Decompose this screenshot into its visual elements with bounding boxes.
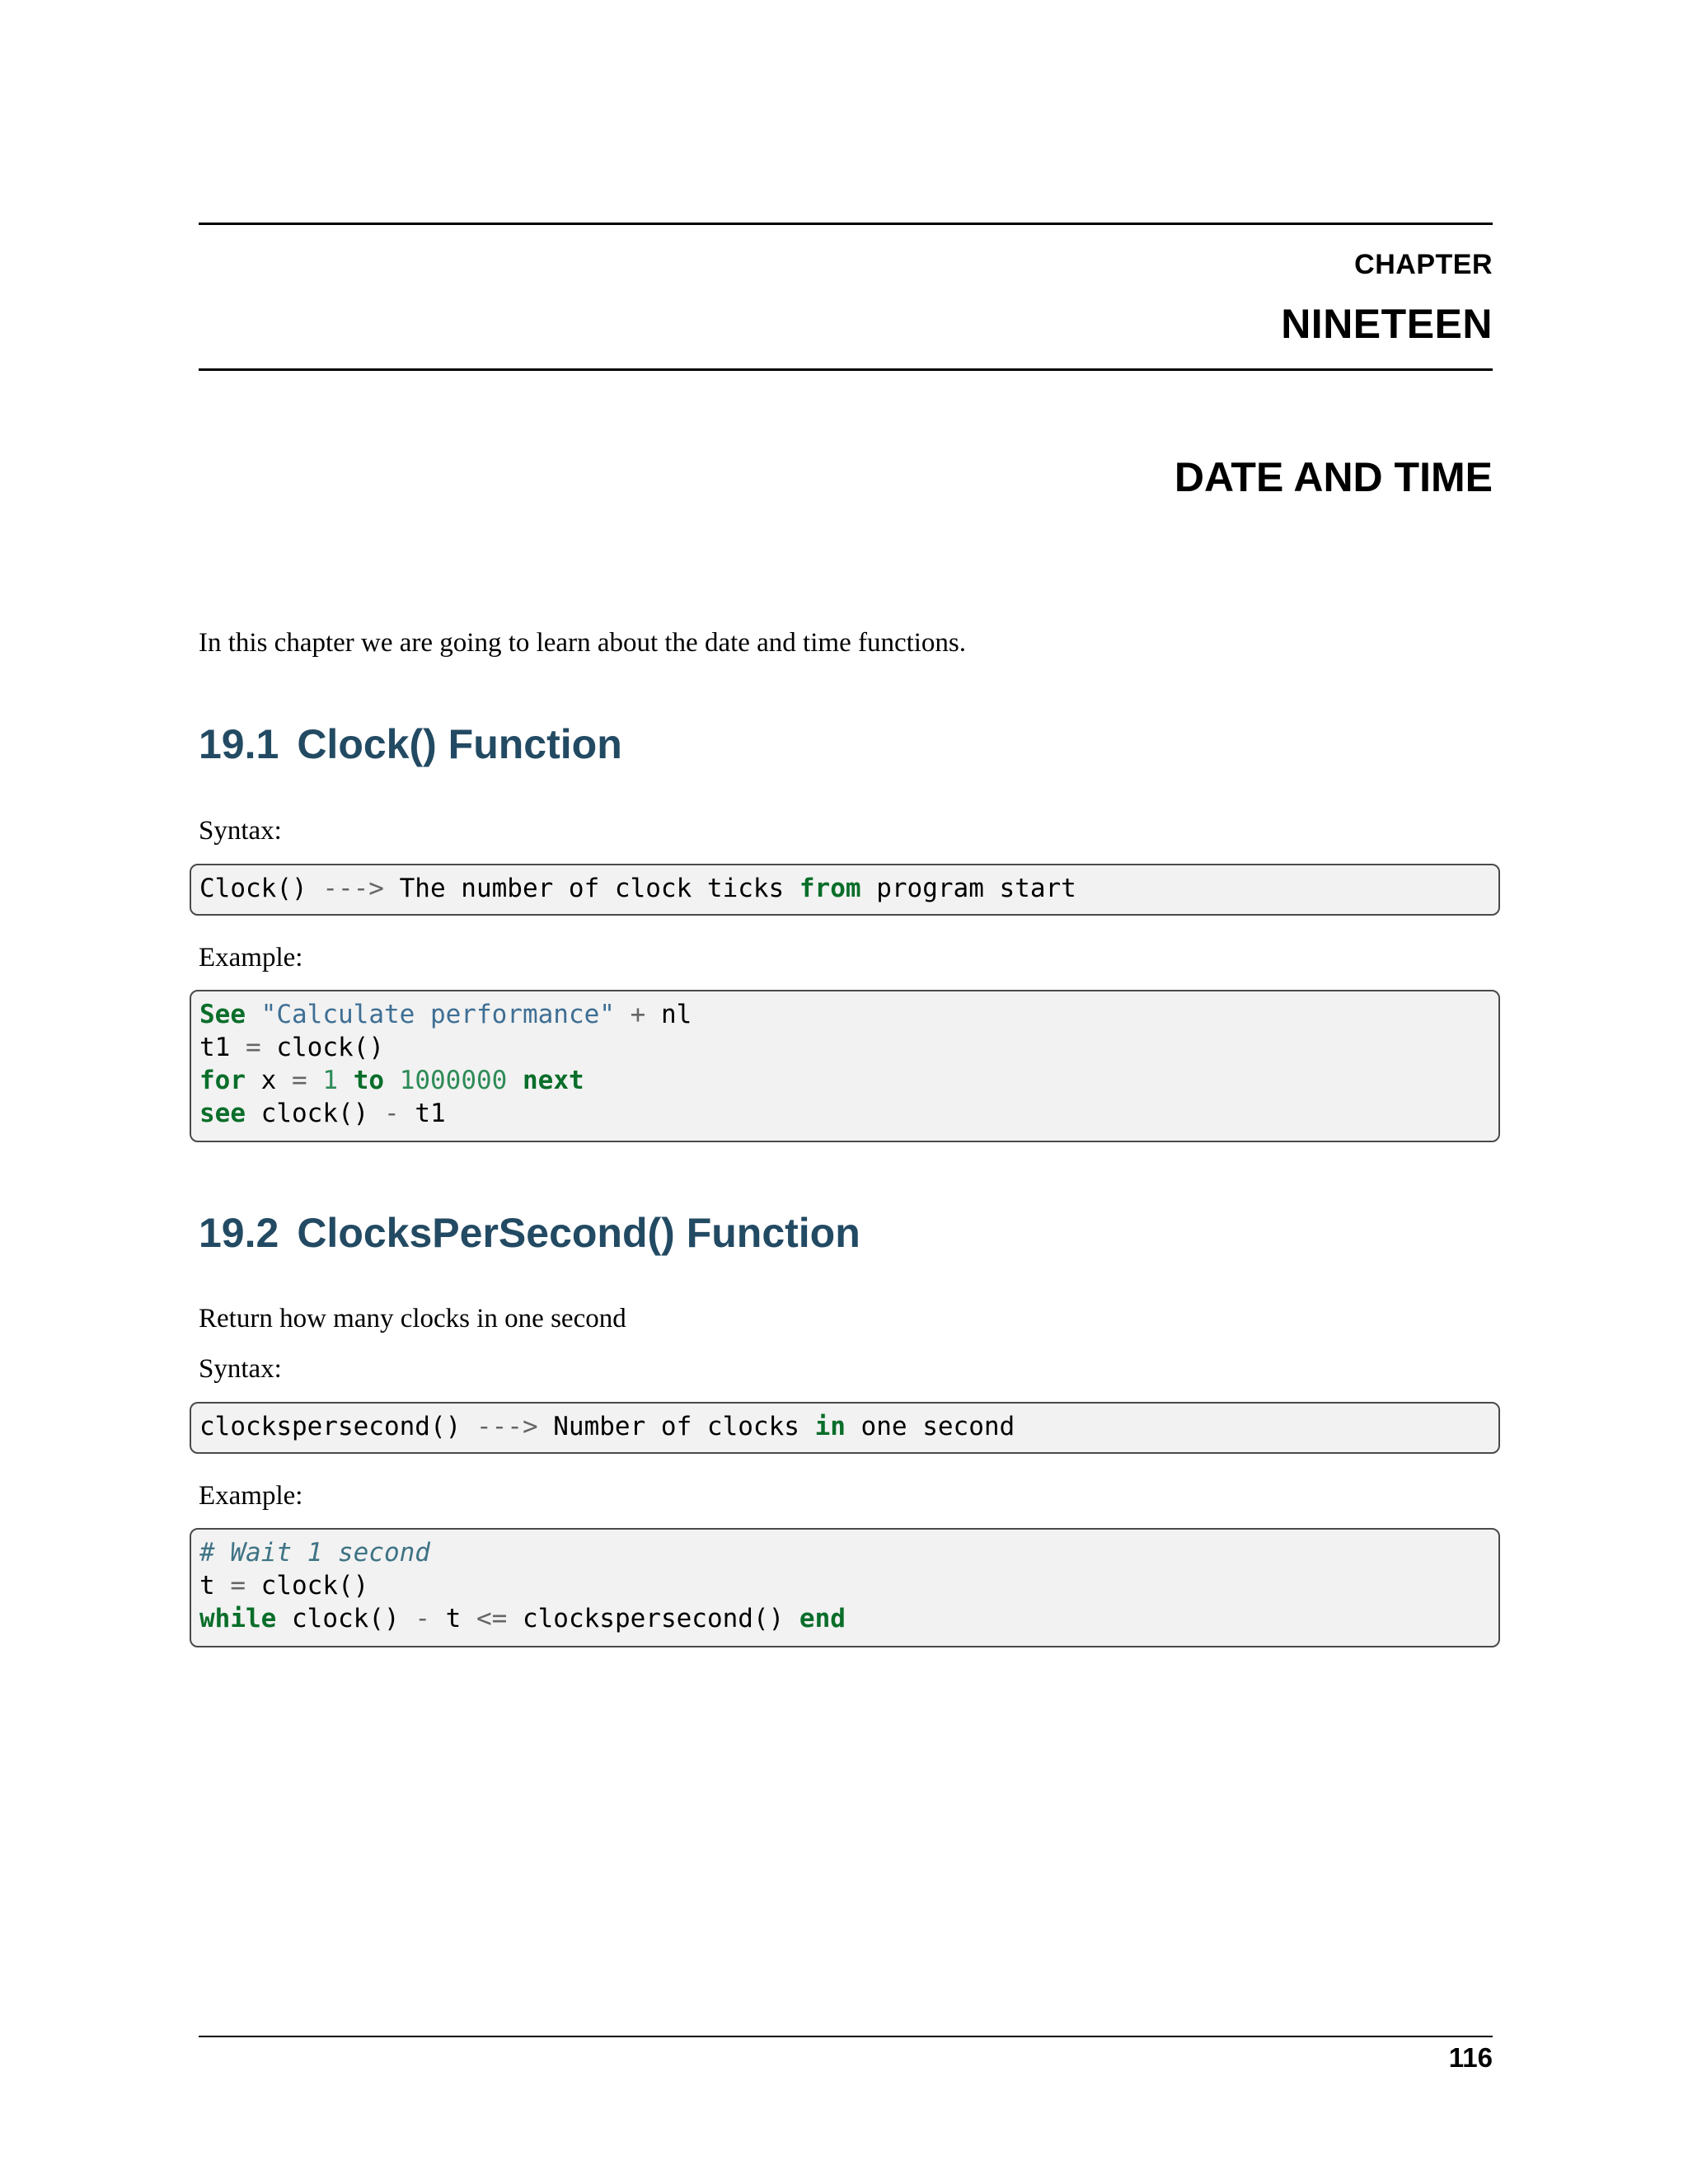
code-token: clock(): [246, 1571, 369, 1601]
code-token: [384, 1066, 400, 1095]
code-token: clockspersecond(): [199, 1412, 476, 1441]
code-token: 1000000: [399, 1066, 508, 1095]
chapter-title: DATE AND TIME: [1174, 454, 1493, 500]
example-code-block: [190, 990, 1500, 1142]
code-token: Number of clocks: [537, 1412, 815, 1441]
code-line: [199, 1602, 1498, 1635]
intro-paragraph: In this chapter we are going to learn about the date and time functions.: [199, 628, 967, 658]
code-token: clock(): [260, 1033, 384, 1062]
code-token: x: [246, 1066, 292, 1095]
code-token: [307, 1066, 323, 1095]
code-token: from: [799, 874, 861, 903]
page-number: 116: [1448, 2042, 1493, 2073]
code-line: [199, 1097, 1498, 1130]
code-token: t: [429, 1604, 476, 1633]
syntax-label: Syntax:: [199, 816, 282, 846]
code-token: +: [630, 1000, 646, 1029]
code-line: [199, 1031, 1498, 1064]
chapter-label: CHAPTER: [1354, 249, 1493, 280]
code-token: 1: [322, 1066, 339, 1095]
chapter-top-rule: [199, 223, 1493, 225]
code-token: clock(): [276, 1604, 415, 1633]
section-heading-19-1: [199, 720, 622, 768]
code-token: [246, 1000, 261, 1029]
syntax-code-block: [190, 1402, 1500, 1454]
code-token: =: [246, 1033, 261, 1062]
code-token: t: [199, 1571, 231, 1601]
example-label: Example:: [199, 943, 303, 972]
code-token: --->: [476, 1412, 538, 1441]
code-token: [507, 1066, 523, 1095]
code-token: in: [814, 1412, 846, 1441]
code-token: for: [199, 1066, 246, 1095]
code-line: [199, 1064, 1498, 1097]
syntax-code-block: [190, 864, 1500, 916]
code-token: clockspersecond(): [507, 1604, 799, 1633]
example-code-block: [190, 1528, 1500, 1647]
code-token: See: [199, 1000, 246, 1029]
code-token: program start: [860, 874, 1076, 903]
code-line: [199, 1536, 1498, 1569]
code-token: "Calculate performance": [260, 1000, 615, 1029]
code-token: [338, 1066, 354, 1095]
section-number: 19.1: [199, 721, 279, 767]
example-label: Example:: [199, 1481, 303, 1511]
section-title: Clock() Function: [297, 721, 622, 767]
chapter-bottom-rule: [199, 368, 1493, 371]
code-token: =: [292, 1066, 307, 1095]
code-token: t1: [399, 1099, 446, 1128]
code-token: =: [230, 1571, 246, 1601]
code-token: <=: [476, 1604, 508, 1633]
code-token: one second: [845, 1412, 1015, 1441]
code-token: [615, 1000, 631, 1029]
code-token: nl: [645, 1000, 692, 1029]
code-token: see: [199, 1099, 246, 1128]
syntax-label: Syntax:: [199, 1354, 282, 1384]
code-token: The number of clock ticks: [383, 874, 799, 903]
section-description: Return how many clocks in one second: [199, 1304, 626, 1333]
code-line: [199, 872, 1498, 905]
code-token: to: [353, 1066, 385, 1095]
code-token: next: [523, 1066, 584, 1095]
code-line: [199, 1410, 1498, 1443]
code-line: [199, 1569, 1498, 1602]
code-token: end: [799, 1604, 846, 1633]
section-heading-19-2: [199, 1209, 860, 1257]
code-token: clock(): [246, 1099, 384, 1128]
code-line: [199, 998, 1498, 1031]
code-token: -: [383, 1099, 400, 1128]
chapter-number: NINETEEN: [1281, 301, 1493, 347]
code-token: --->: [322, 874, 384, 903]
section-title: ClocksPerSecond() Function: [297, 1210, 860, 1256]
footer-rule: [199, 2036, 1493, 2037]
code-token: t1: [199, 1033, 246, 1062]
code-token: Clock(): [199, 874, 323, 903]
code-token: -: [415, 1604, 430, 1633]
section-number: 19.2: [199, 1210, 279, 1256]
code-token: # Wait 1 second: [199, 1538, 430, 1568]
code-token: while: [199, 1604, 277, 1633]
